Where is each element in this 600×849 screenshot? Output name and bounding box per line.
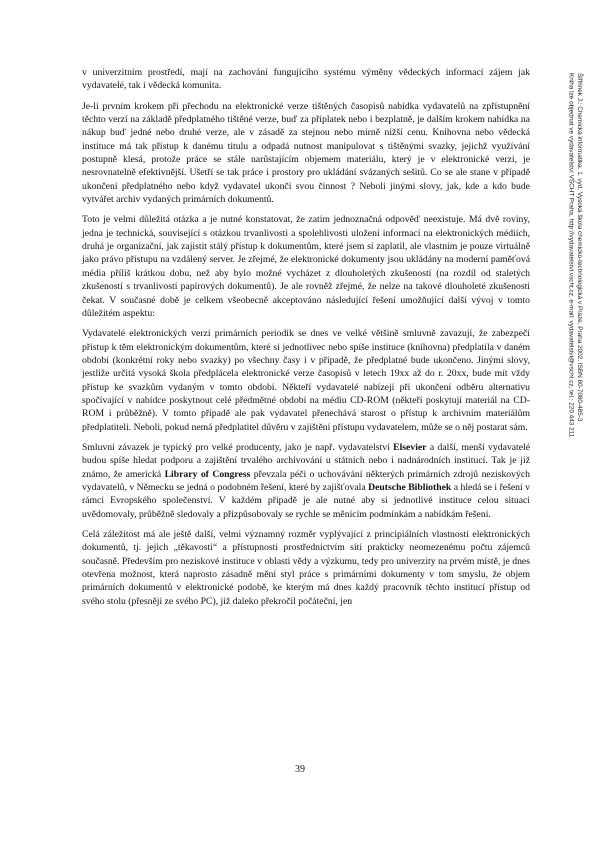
paragraph-text: a hledá se i řešení v rámci Evropského společenství. V každém případě je ale nutné aby si jednotlivé instituce celou situaci uvědomovaly, průběžně sledovaly a přizpůsobovaly se rychle se měnícím podmínkám a nabídkám řešení. xyxy=(82,481,530,520)
citation-line-1: Šiffrinek J.: Chemická informatika. 1. vyd. Vysoká škola chemicko-technologická v Praze, Praha 2002. ISBN 80-7080-485-3 xyxy=(576,73,584,422)
paragraph-text: a další, menší vydavatelé budou spíše hledat podporu a zajištění trvalého archivování u státních nebo i nadnárodních institucí. Tak je již známo, že americká xyxy=(82,441,530,480)
citation-sidebar xyxy=(566,73,583,633)
body-text xyxy=(82,66,530,615)
paragraph-text: Celá záležitost má ale ještě další, velmi významný rozměr vyplývající z principiálních vlastností elektronických dokumentů, tj. jejich „těkavosti“ a přístupnosti prostřednictvím sítí prakticky neomezenému počtu zájemců současně. Především pro neziskové instituce v oblasti vědy a výzkumu, tedy pro univerzity na prvém místě, je dnes otevřena možnost, která naprosto zásadně mění styl práce s primárními dokumenty v tom smyslu, že objem primárních dokumentů v elektronické podobě, ke kterým má dnes každý pracovník těchto institucí přístup od svého stolu (přesněji ze svého PC), již daleko překročil počáteční, jen xyxy=(82,529,530,607)
paragraph xyxy=(82,327,530,434)
paragraph xyxy=(82,528,530,608)
page-number: 39 xyxy=(295,764,305,775)
bold-term: Library of Congress xyxy=(164,468,251,480)
citation-line-2: Kniha lze objednat ve vydavatelství VŠCHT Praha, http://vydavatelstvi.vscht.cz, e-mail: vydavatelstvi@vscht.cz, tel.: 220 443 211 xyxy=(567,73,575,438)
paragraph xyxy=(82,213,530,320)
bold-term: Deutsche Bibliothek xyxy=(368,481,452,493)
paragraph xyxy=(82,100,530,207)
paragraph xyxy=(82,441,530,521)
paragraph-text: převzala péči o uchovávání některých primárních zdrojů neziskových vydavatelů, v Německu se jedná o podobném řešení, které by zajišťovala xyxy=(82,468,530,493)
paragraph-text: Toto je velmi důležitá otázka a je nutné konstatovat, že zatím jednoznačná odpověď neexistuje. Má dvě roviny, jedna je technická, související s otázkou trvanlivosti a spolehlivosti uložení informací na elektronických médiích, druhá je organizační, jak zajistit stálý přístup k dokumentům, které jsem si zaplatil, ale vlastním je pouze virtuálně jako právo přístupu na vzdálený server. Je zřejmé, že elektronické dokumenty jsou ukládány na moderní paměťová média příliš krátkou dobu, než aby bylo možné vycházet z dlouholetých zkušeností (na rozdíl od staletých zkušeností s trvanlivostí papírových dokumentů). Je ale rovněž zřejmé, že nelze na takové dlouholeté zkušenosti čekat. V současné době je celkem všeobecně akceptováno následující řešení umožňující další vývoj v tomto důležitém aspektu: xyxy=(82,214,530,319)
paragraph-text: v univerzitním prostředí, mají na zachování fungujícího systému výměny vědeckých informací zájem jak vydavatelé, tak i vědecká komunita. xyxy=(82,67,530,92)
paragraph-text: Vydavatelé elektronických verzí primárních periodik se dnes ve velké většině smluvně zavazují, že zabezpečí přístup k těm elektronickým dokumentům, které si jednotlivec nebo spíše instituce (knihovna) předplatila v daném období (konkrétní roky nebo svazky) po všechny časy i v případě, že předplatné bude ukončeno. Jinými slovy, jestliže určitá vysoká škola předplácela elektronické verze časopisů v letech 19xx až do r. 20xx, bude mít vždy přístup ke svazkům vydaným v tomto období. Někteří vydavatelé nabízejí při ukončení odběru alternativu spočívající v nabídce poskytnout celé předmětné období na médiu CD-ROM (někteří poskytují materiál na CD-ROM i průběžně). V tomto případě ale pak vydavatel přenechává starost o přístup k archivním materiálům předplatiteli. Neboli, pokud nemá předplatitel důvěru v zajištění přístupu vydavatelem, může se o něj postarat sám. xyxy=(82,328,530,433)
paragraph xyxy=(82,66,530,93)
paragraph-text: Smluvní závazek je typický pro velké producenty, jako je např. vydavatelství xyxy=(82,441,394,453)
paragraph-text: Je-li prvním krokem při přechodu na elektronické verze tištěných časopisů nabídka vydavatelů na zpřístupnění těchto verzí na základě předplatného tištěné verze, buď za příplatek nebo i bezplatně, je dalším krokem nabídka na nákup buď jedné nebo druhé verze, ale v zásadě za stejnou nebo mírně nižší cenu. Knihovna nebo vědecká instituce má tak přístup k danému titulu a odpadá nutnost manipulovat s tištěnými svazky, jejichž využívání postupně klesá, protože práce se stále narůstajícím objemem materiálu, který je v elektronické verzi, je nesrovnatelně efektivnější. Ušetří se tak práce i prostory pro ukládání svázaných sešitů. Co se ale stane v případě ukončení předplatného nebo když vydavatel ukončí svou činnost ? Neboli jinými slovy, jak, kde a kdo bude vytvářet archiv vydaných primárních dokumentů. xyxy=(82,100,530,206)
bold-term: Elsevier xyxy=(393,441,427,453)
